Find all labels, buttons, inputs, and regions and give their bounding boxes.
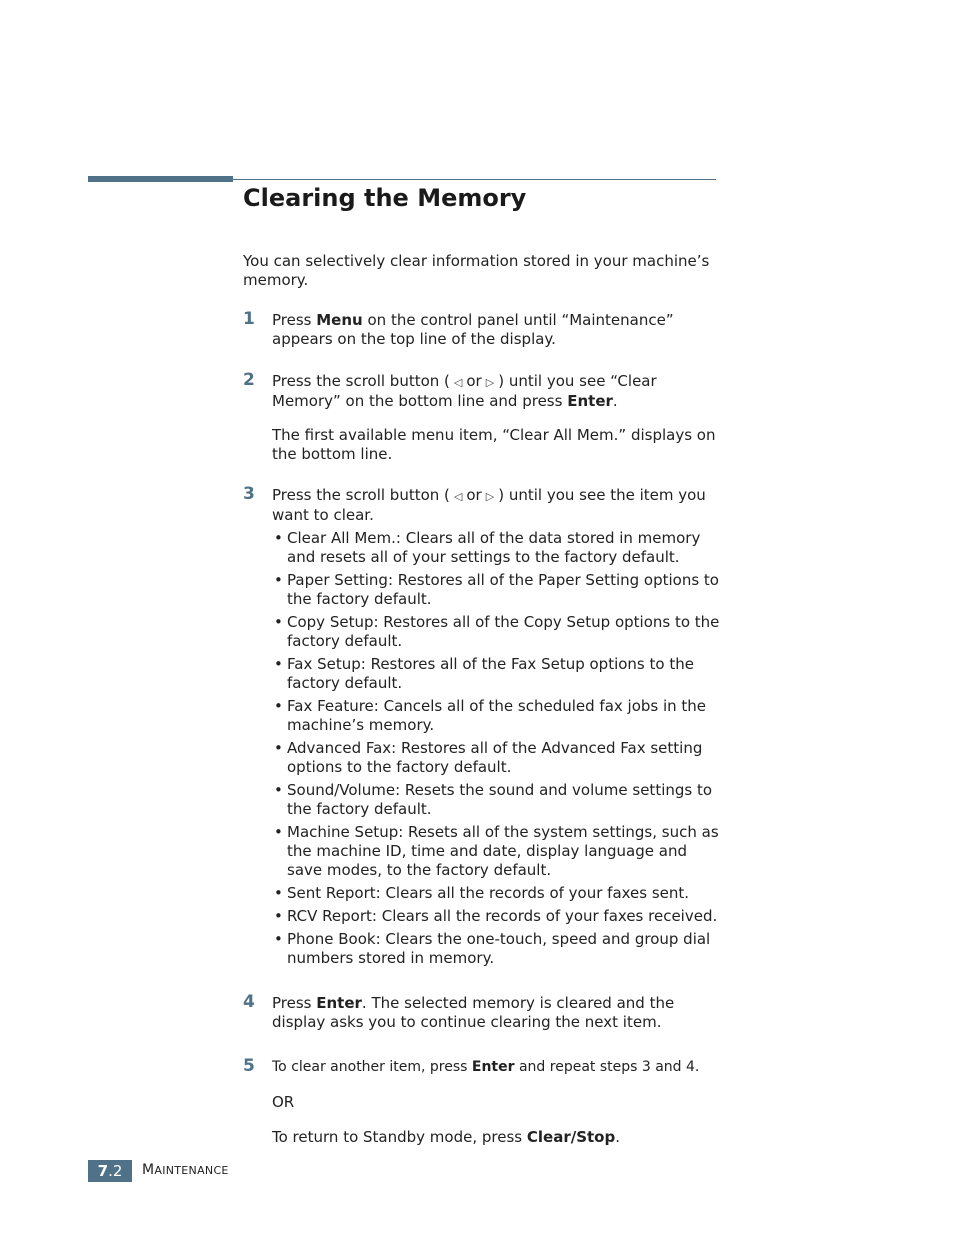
section-name: MAINTENANCE [142, 1162, 229, 1178]
step-number-2: 2 [243, 370, 255, 390]
header-rule-line [233, 179, 716, 180]
page-title: Clearing the Memory [243, 184, 527, 212]
list-item: • Sent Report: Clears all the records of your faxes sent. [274, 884, 690, 902]
list-item: • Sound/Volume: Resets the sound and volume settings to the factory default. [274, 781, 713, 818]
list-item: • Paper Setting: Restores all of the Paper Setting options to the factory default. [274, 571, 719, 608]
list-item: • Fax Setup: Restores all of the Fax Setup options to the factory default. [274, 655, 694, 692]
step-3-text: Press the scroll button ( ◁ or ▷ ) until you see the item you want to clear. [272, 486, 706, 524]
step-5-alt-text: To return to Standby mode, press Clear/Stop. [272, 1128, 620, 1146]
step-2-note: The first available menu item, “Clear All Mem.” displays on the bottom line. [272, 426, 716, 463]
step-number-4: 4 [243, 992, 255, 1012]
scroll-left-icon: ◁ [453, 376, 463, 389]
memory-items-list [272, 529, 722, 972]
list-item: • RCV Report: Clears all the records of your faxes received. [274, 907, 718, 925]
intro-paragraph: You can selectively clear information stored in your machine’s memory. [243, 252, 710, 289]
step-number-5: 5 [243, 1056, 255, 1076]
list-item: • Phone Book: Clears the one-touch, speed and group dial numbers stored in memory. [274, 930, 711, 967]
list-item: • Machine Setup: Resets all of the system settings, such as the machine ID, time and date, display language and save modes, to the factory default. [274, 823, 719, 879]
step-5-text: To clear another item, press Enter and repeat steps 3 and 4. [272, 1059, 700, 1075]
scroll-right-icon: ▷ [485, 376, 495, 389]
step-5-or: OR [272, 1093, 295, 1111]
step-number-1: 1 [243, 309, 255, 329]
list-item: • Copy Setup: Restores all of the Copy Setup options to the factory default. [274, 613, 720, 650]
step-number-3: 3 [243, 484, 255, 504]
step-4-text: Press Enter. The selected memory is cleared and the display asks you to continue clearing the next item. [272, 994, 675, 1031]
page-number-badge: 7.2 [88, 1160, 132, 1182]
header-rule-accent [88, 176, 233, 182]
list-item: • Advanced Fax: Restores all of the Advanced Fax setting options to the factory default. [274, 739, 703, 776]
scroll-left-icon: ◁ [453, 490, 463, 503]
scroll-right-icon: ▷ [485, 490, 495, 503]
list-item: • Clear All Mem.: Clears all of the data stored in memory and resets all of your settings to the factory default. [274, 529, 701, 566]
list-item: • Fax Feature: Cancels all of the scheduled fax jobs in the machine’s memory. [274, 697, 707, 734]
step-2-text: Press the scroll button ( ◁ or ▷ ) until you see “Clear Memory” on the bottom line and press Enter. [272, 372, 657, 410]
step-1-text: Press Menu on the control panel until “Maintenance” appears on the top line of the display. [272, 311, 674, 348]
